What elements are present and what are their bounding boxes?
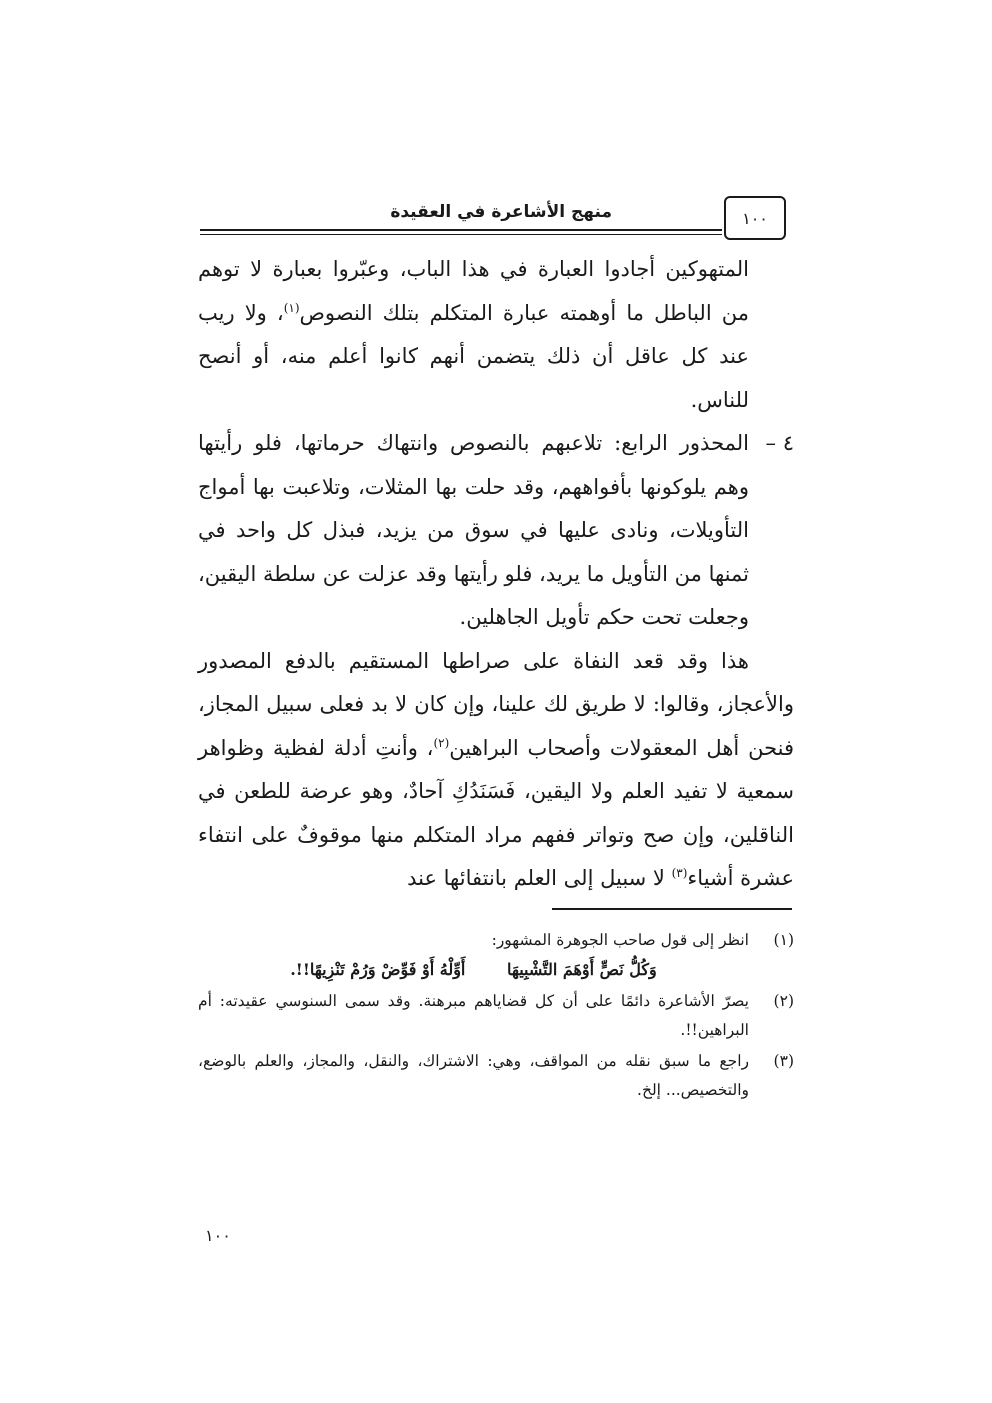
footnote-text: راجع ما سبق نقله من المواقف، وهي: الاشتراك، والنقل، والمجاز، والعلم بالوضع، والتخصيص... إلخ.	[198, 1052, 749, 1099]
running-title: منهج الأشاعرة في العقيدة	[390, 202, 612, 222]
footer-page-number: ١٠٠	[205, 1226, 231, 1245]
footnote	[198, 987, 794, 1045]
header-rule	[200, 229, 722, 231]
footnote	[198, 1047, 794, 1105]
paragraph-text: ، ولا ريب عند كل عاقل أن ذلك يتضمن أنهم كانوا أعلم منه، أو أنصح للناس.	[198, 300, 749, 412]
header-rule-thin	[200, 234, 722, 235]
footnotes	[198, 926, 794, 1107]
footnote	[198, 926, 794, 985]
list-item-text: المحذور الرابع: تلاعبهم بالنصوص وانتهاك حرماتها، فلو رأيتها وهم يلوكونها بأفواههم، وقد حلت بها المثلات، وتلاعبت بها أمواج التأويلات، ونادى عليها في سوق من يزيد، فبذل كل واحد في ثمنها من التأويل ما يريد، فلو رأيتها وقد عزلت عن سلطة اليقين، وجعلت تحت حكم تأويل الجاهلين.	[198, 431, 749, 629]
footnote-number: (٢)	[773, 992, 794, 1010]
footnote-ref[interactable]: (٣)	[671, 866, 688, 880]
paragraph	[198, 248, 749, 422]
footnote-text: انظر إلى قول صاحب الجوهرة المشهور:	[491, 931, 749, 949]
footnote-number: (٣)	[773, 1052, 794, 1070]
verse-hemistich: أَوِّلْهُ أَوْ فَوِّضْ وَرُمْ تَنْزِيهًا!!.	[290, 960, 466, 979]
list-marker: ٤ –	[765, 431, 794, 455]
header-page-number: ١٠٠	[724, 196, 786, 240]
paragraph-text: هذا وقد قعد النفاة على صراطها المستقيم بالدفع المصدور والأعجاز، وقالوا: لا طريق لك علينا، وإن كان لا بد فعلى سبيل المجاز، فنحن أهل المعقولات وأصحاب البراهين	[198, 648, 794, 760]
list-item-4	[198, 422, 794, 640]
footnote-ref[interactable]: (٢)	[433, 735, 450, 750]
footnote-number: (١)	[773, 931, 794, 949]
paragraph-text: ، وأنتِ أدلة لفظية وظواهر سمعية لا تفيد العلم ولا اليقين، فَسَنَدُكِ آحادٌ، وهو عرضة للطعن في الناقلين، وإن صح وتواتر ففهم مراد المتكلم منها موقوفٌ على انتفاء عشرة أشياء	[198, 735, 794, 890]
footnote-ref[interactable]: (١)	[283, 300, 300, 315]
verse-hemistich: وَكُلُّ نَصٍّ أَوْهَمَ التَّشْبِيهَا	[506, 960, 657, 979]
page-header	[200, 196, 792, 242]
verse	[198, 955, 749, 985]
main-text	[198, 248, 794, 901]
footnote-separator	[552, 908, 792, 910]
footnote-text: يصرّ الأشاعرة دائمًا على أن كل قضاياهم مبرهنة. وقد سمى السنوسي عقيدته: أم البراهين!!.	[198, 992, 749, 1039]
paragraph-text: لا سبيل إلى العلم بانتفائها عند	[407, 866, 672, 890]
paragraph-text: المتهوكين أجادوا العبارة في هذا الباب، وعبّروا بعبارة لا توهم من الباطل ما أوهمته عبارة المتكلم بتلك النصوص	[198, 257, 749, 325]
paragraph	[198, 640, 794, 901]
